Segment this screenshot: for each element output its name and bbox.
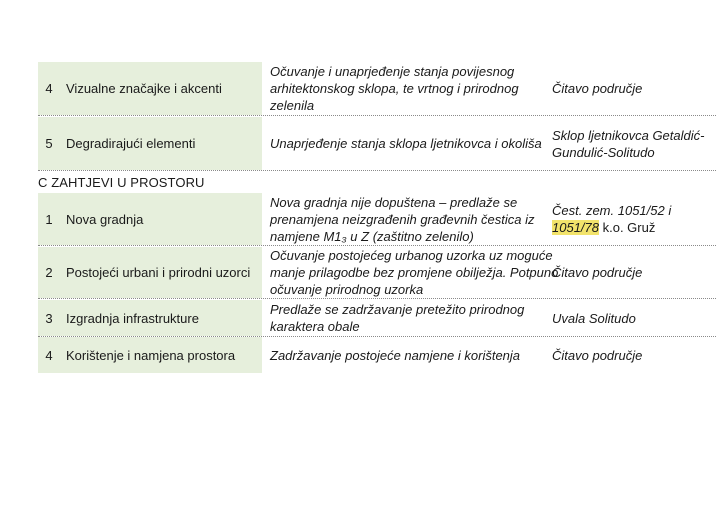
- location-text: [552, 202, 671, 236]
- table-row: [38, 337, 716, 373]
- row-description: Očuvanje i unaprjeđenje stanja povijesnog arhitektonskog sklopa, te vrtnog i prirodnog zelenila: [270, 64, 519, 113]
- row-description: Unaprjeđenje stanja sklopa ljetnikovca i okoliša: [270, 136, 542, 151]
- row-number: 2: [38, 247, 60, 298]
- table-row: [38, 62, 716, 116]
- cadastral-text: k.o. Gruž: [599, 220, 656, 235]
- row-description: Očuvanje postojećeg urbanog uzorka uz moguće manje prilagodbe bez promjene obilježja. Potpuno očuvanje prirodnog uzorka: [270, 248, 559, 297]
- row-number: 3: [38, 300, 60, 336]
- row-location: Uvala Solitudo: [552, 310, 636, 326]
- section-heading-row: [38, 171, 716, 193]
- row-category: Vizualne značajke i akcenti: [60, 62, 262, 115]
- row-description: Zadržavanje postojeće namjene i korištenja: [270, 347, 521, 363]
- row-location: Čitavo područje: [552, 265, 643, 280]
- row-category: Izgradnja infrastrukture: [60, 300, 262, 336]
- row-category: Korištenje i namjena prostora: [60, 337, 262, 373]
- row-category: Postojeći urbani i prirodni uzorci: [60, 247, 262, 298]
- table-row: [38, 117, 716, 171]
- table-row: [38, 247, 716, 299]
- row-description: Nova gradnja nije dopuštena – predlaže se prenamjena neizgrađenih građevnih čestica iz namjene M1₃ u Z (zaštitno zelenilo): [270, 194, 535, 244]
- row-number: 1: [38, 193, 60, 245]
- row-number: 4: [38, 337, 60, 373]
- parcel-text: Čest. zem. 1051/52 i: [552, 203, 672, 218]
- table-row: [38, 300, 716, 337]
- row-location: Čitavo područje: [552, 81, 643, 96]
- row-number: 5: [38, 117, 60, 170]
- row-category: Degradirajući elementi: [60, 117, 262, 170]
- row-location: Sklop ljetnikovca Getaldić-Gundulić-Solitudo: [552, 127, 705, 160]
- section-title: C ZAHTJEVI U PROSTORU: [38, 174, 205, 190]
- highlighted-parcel: 1051/78: [552, 220, 599, 235]
- row-number: 4: [38, 62, 60, 115]
- row-category: Nova gradnja: [60, 193, 262, 245]
- row-description: Predlaže se zadržavanje pretežito prirodnog karaktera obale: [270, 302, 525, 334]
- table-row: [38, 193, 716, 246]
- row-location: Čitavo područje: [552, 347, 643, 363]
- row-location: [552, 193, 716, 245]
